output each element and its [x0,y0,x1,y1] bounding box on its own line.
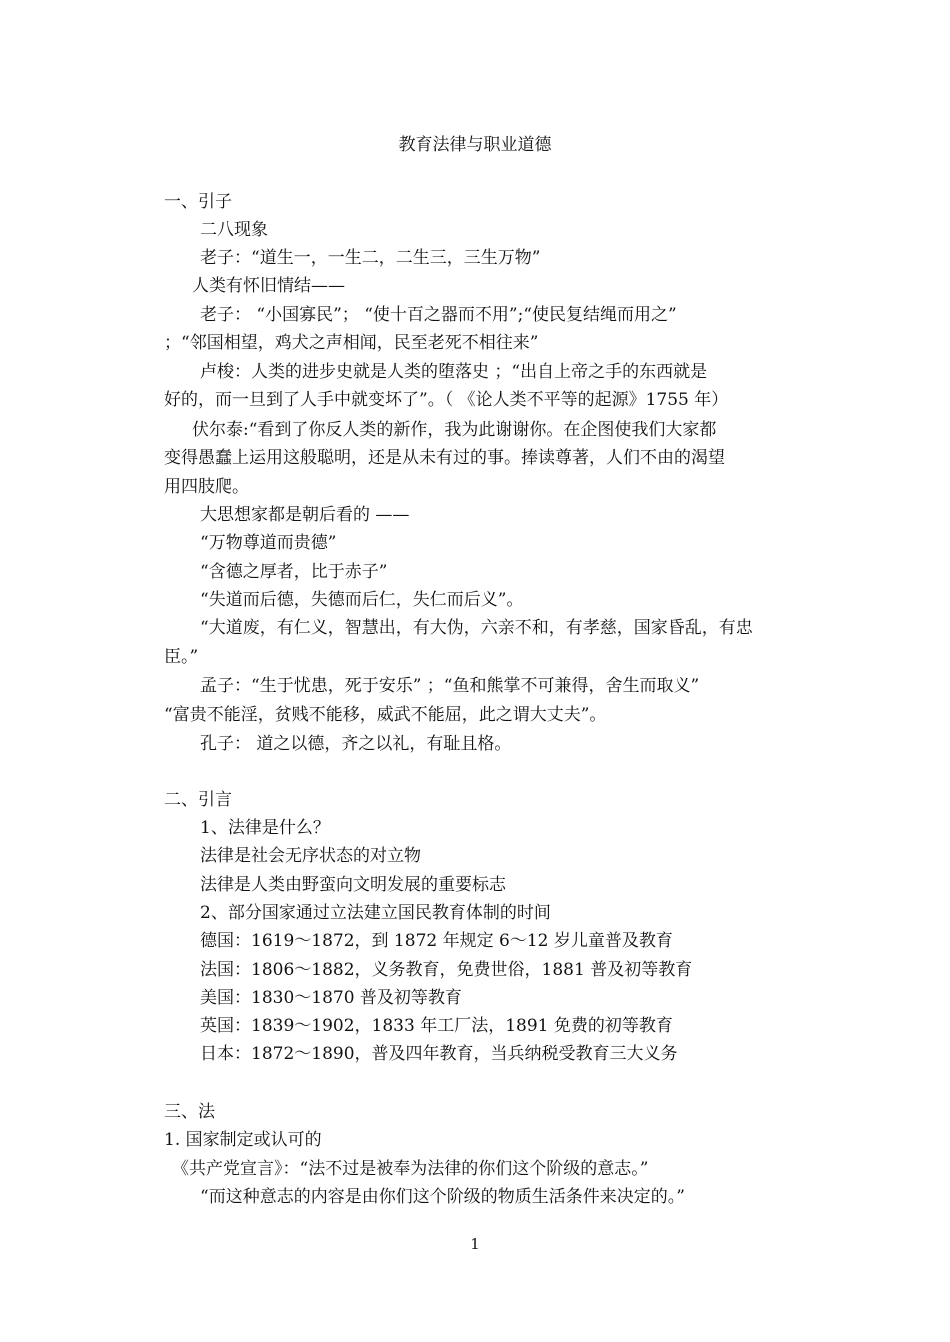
paragraph-line: 法国：1806～1882，义务教育，免费世俗，1881 普及初等教育 [200,960,693,980]
section-heading-law: 三、法 [164,1102,215,1122]
paragraph-line: “富贵不能淫，贫贱不能移，威武不能屈，此之谓大丈夫”。 [164,705,607,725]
paragraph-line: 孔子： 道之以德，齐之以礼，有耻且格。 [200,734,512,754]
paragraph-line: “失道而后德，失德而后仁，失仁而后义”。 [200,590,524,610]
paragraph-line: 二八现象 [200,220,268,240]
page-number: 1 [470,1235,480,1253]
paragraph-line: ；“邻国相望，鸡犬之声相闻，民至老死不相往来” [164,333,539,353]
section-heading-preface: 二、引言 [164,790,232,810]
paragraph-line: 大思想家都是朝后看的 —— [200,505,410,525]
paragraph-line: “含德之厚者，比于赤子” [200,562,388,582]
paragraph-line: 1. 国家制定或认可的 [164,1130,322,1150]
paragraph-line: 《共产党宣言》：“法不过是被奉为法律的你们这个阶级的意志。” [172,1159,649,1179]
paragraph-line: 卢梭：人类的进步史就是人类的堕落史 ；“出自上帝之手的东西就是 [200,362,708,382]
paragraph-line: 法律是人类由野蛮向文明发展的重要标志 [200,875,506,895]
paragraph-line: 美国：1830～1870 普及初等教育 [200,988,462,1008]
paragraph-line: “而这种意志的内容是由你们这个阶级的物质生活条件来决定的。” [200,1187,685,1207]
paragraph-line: 用四肢爬。 [164,477,249,497]
paragraph-line: 法律是社会无序状态的对立物 [200,846,421,866]
paragraph-line: 人类有怀旧情结—— [192,276,345,296]
paragraph-line: 日本：1872～1890，普及四年教育，当兵纳税受教育三大义务 [200,1044,678,1064]
paragraph-line: 好的，而一旦到了人手中就变坏了”。（ 《论人类不平等的起源》1755 年） [164,390,729,410]
paragraph-line: 变得愚蠢上运用这般聪明，还是从未有过的事。捧读尊著，人们不由的渴望 [164,448,725,468]
paragraph-line: 1、法律是什么？ [200,818,330,838]
document-title: 教育法律与职业道德 [398,135,552,155]
paragraph-line: 德国：1619～1872，到 1872 年规定 6～12 岁儿童普及教育 [200,931,673,951]
paragraph-line: “大道废，有仁义，智慧出，有大伪，六亲不和，有孝慈，国家昏乱，有忠 [200,618,753,638]
section-heading-intro: 一、引子 [164,192,232,212]
paragraph-line: 臣。” [164,647,199,667]
paragraph-line: 孟子：“生于忧患，死于安乐” ；“鱼和熊掌不可兼得，舍生而取义” [200,676,700,696]
paragraph-line: 老子：“道生一，一生二，二生三，三生万物” [200,248,541,268]
paragraph-line: 2、部分国家通过立法建立国民教育体制的时间 [200,903,551,923]
paragraph-line: “万物尊道而贵德” [200,533,337,553]
paragraph-line: 英国：1839～1902，1833 年工厂法，1891 免费的初等教育 [200,1016,673,1036]
paragraph-line: 老子： “小国寡民”； “使十百之器而不用”;“使民复结绳而用之” [200,305,677,325]
paragraph-line: 伏尔泰:“看到了你反人类的新作，我为此谢谢你。在企图使我们大家都 [192,420,717,440]
